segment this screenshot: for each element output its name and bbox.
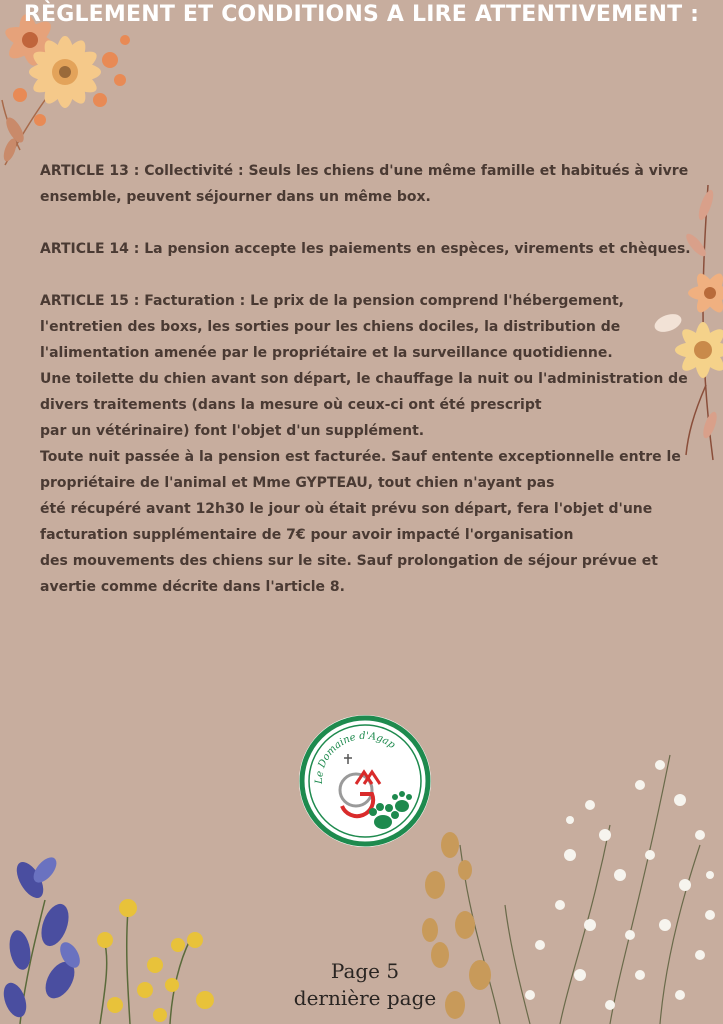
- flower-decoration-bottom-left-icon: [0, 840, 230, 1024]
- page-title: RÈGLEMENT ET CONDITIONS A LIRE ATTENTIVEMENT :: [23, 2, 700, 27]
- article-line: ARTICLE 15 : Facturation : Le prix de la pension comprend l'hébergement,: [40, 293, 624, 309]
- article-line: propriétaire de l'animal et Mme GYPTEAU, tout chien n'ayant pas: [40, 475, 555, 491]
- page-footer: [245, 958, 485, 1012]
- article-line: l'alimentation amenée par le propriétaire et la surveillance quotidienne.: [40, 345, 613, 361]
- rules-content: [40, 158, 691, 600]
- article-line: par un vétérinaire) font l'objet d'un supplément.: [40, 423, 425, 439]
- article-13: [40, 158, 689, 210]
- article-15: [40, 288, 688, 600]
- article-line: facturation supplémentaire de 7€ pour avoir impacté l'organisation: [40, 527, 574, 543]
- article-line: avertie comme décrite dans l'article 8.: [40, 579, 345, 595]
- article-line: Toute nuit passée à la pension est facturée. Sauf entente exceptionnelle entre le: [40, 449, 681, 465]
- article-line: ARTICLE 13 : Collectivité : Seuls les chiens d'une même famille et habitués à vivre: [40, 163, 689, 179]
- article-line: l'entretien des boxs, les sorties pour les chiens dociles, la distribution de: [40, 319, 621, 335]
- page-note: dernière page: [293, 986, 437, 1010]
- logo-text: Le Domaine d'Agap: [313, 730, 397, 785]
- article-line: ARTICLE 14 : La pension accepte les paiements en espèces, virements et chèques.: [40, 241, 691, 257]
- article-line: Une toilette du chien avant son départ, le chauffage la nuit ou l'administration de: [40, 371, 688, 387]
- article-line: été récupéré avant 12h30 le jour où était prévu son départ, fera l'objet d'une: [40, 501, 653, 517]
- article-line: ensemble, peuvent séjourner dans un même box.: [40, 189, 431, 205]
- domaine-logo-icon: [298, 714, 432, 848]
- article-line: des mouvements des chiens sur le site. Sauf prolongation de séjour prévue et: [40, 553, 658, 569]
- page-number: Page 5: [330, 959, 400, 983]
- article-line: divers traitements (dans la mesure où ceux-ci ont été prescript: [40, 397, 542, 413]
- article-14: [40, 236, 691, 262]
